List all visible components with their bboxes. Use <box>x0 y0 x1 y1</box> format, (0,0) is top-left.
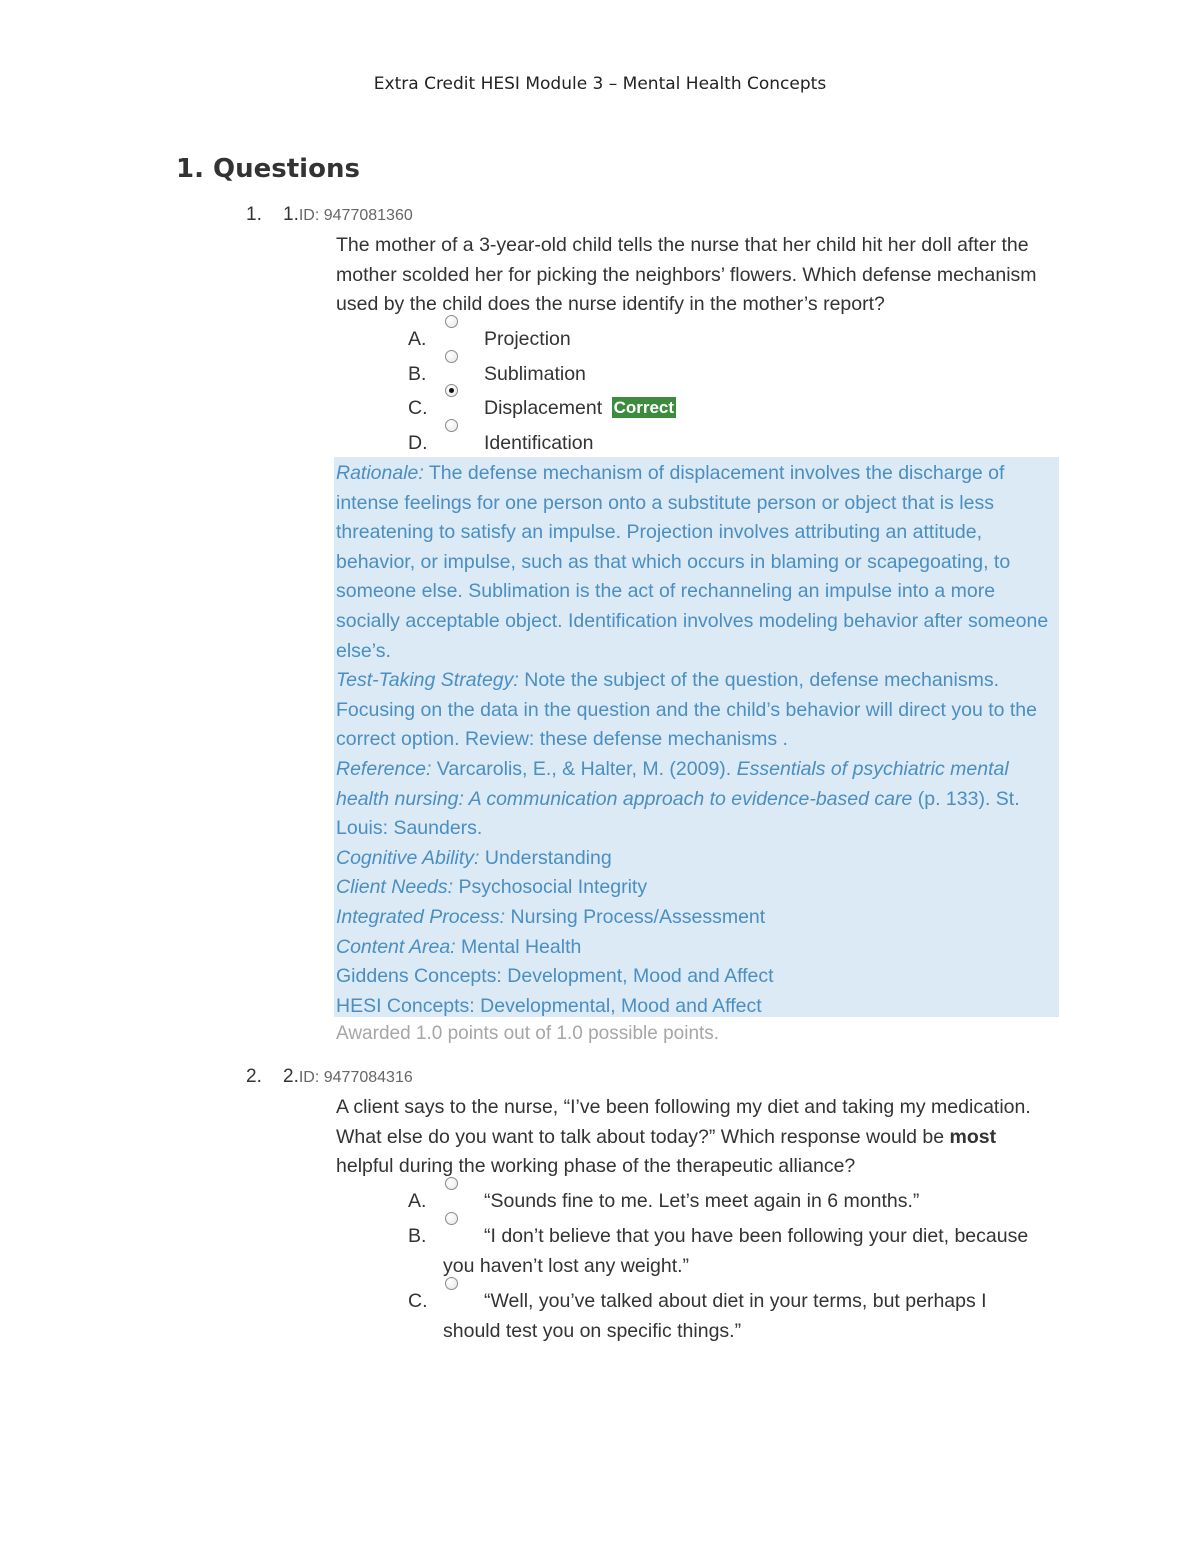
option-letter: C. <box>408 397 428 419</box>
strategy-body: Note the subject of the question, defense mechanisms. Focusing on the data in the question and the child’s behavior will direct you to the correct option. Review: these defense mechanisms . <box>336 669 1038 751</box>
process-value: Nursing Process/Assessment <box>505 905 766 928</box>
question-number: 1. <box>283 204 299 225</box>
option-letter: A. <box>408 1190 427 1212</box>
option-text-continued: should test you on specific things.” <box>443 1319 742 1342</box>
correct-badge: Correct <box>613 398 675 417</box>
option-text: “I don’t believe that you have been following your diet, because <box>484 1225 1029 1247</box>
option-text: “Well, you’ve talked about diet in your terms, but perhaps I <box>484 1290 987 1312</box>
radio-button[interactable] <box>445 1212 458 1225</box>
needs-label: Client Needs: <box>336 876 454 899</box>
question-list-number: 2. <box>246 1066 262 1087</box>
option-text-continued: you haven’t lost any weight.” <box>443 1254 690 1277</box>
cognitive-label: Cognitive Ability: <box>336 846 480 869</box>
question-number: 2. <box>283 1066 299 1087</box>
question-text-end: helpful during the working phase of the therapeutic alliance? <box>336 1155 856 1178</box>
cognitive-value: Understanding <box>479 846 612 869</box>
radio-button[interactable] <box>445 350 458 363</box>
question-list-number: 1. <box>246 204 262 225</box>
option-letter: D. <box>408 432 428 454</box>
question-header <box>283 204 413 226</box>
content-value: Mental Health <box>455 935 582 958</box>
section-title: 1. Questions <box>176 154 360 184</box>
question-text <box>336 1093 1051 1182</box>
reference-authors: Varcarolis, E., & Halter, M. (2009). <box>431 757 737 780</box>
giddens-concepts: Giddens Concepts: Development, Mood and Affect <box>336 965 774 988</box>
radio-button[interactable] <box>445 1277 458 1290</box>
document-header: Extra Credit HESI Module 3 – Mental Health Concepts <box>373 74 827 94</box>
option-text: “Sounds fine to me. Let’s meet again in 6 months.” <box>484 1190 920 1212</box>
option-letter: B. <box>408 1225 427 1247</box>
rationale-label: Rationale: <box>336 462 424 484</box>
question-text-start: A client says to the nurse, “I’ve been following my diet and taking my medication. What else do you want to talk about today?” Which response would be <box>336 1096 1031 1148</box>
option-text: Identification <box>484 432 594 454</box>
radio-button[interactable] <box>445 315 458 328</box>
option-letter: C. <box>408 1290 428 1312</box>
question-id-label: ID: <box>298 207 324 224</box>
reference-publisher: (p. 133). St. Louis: Saunders. <box>336 787 1020 840</box>
strategy-label: Test-Taking Strategy: <box>336 669 519 692</box>
question-text-emphasis: most <box>949 1125 997 1148</box>
question-id: 9477081360 <box>323 207 413 224</box>
awarded-points: Awarded 1.0 points out of 1.0 possible points. <box>336 1023 720 1044</box>
reference-label: Reference: <box>336 757 432 780</box>
option-text: Sublimation <box>484 363 586 385</box>
question-id: 9477084316 <box>323 1069 413 1086</box>
content-label: Content Area: <box>336 935 456 958</box>
needs-value: Psychosocial Integrity <box>453 876 648 899</box>
question-text: The mother of a 3-year-old child tells the nurse that her child hit her doll after the mother scolded her for picking the neighbors’ flowers. Which defense mechanism used by the child does the nurse identify in the mother’s report? <box>336 234 1037 316</box>
option-letter: A. <box>408 328 427 350</box>
option-text: Projection <box>484 328 571 350</box>
radio-button[interactable] <box>445 419 458 432</box>
question-header <box>283 1066 413 1088</box>
option-text: Displacement <box>484 397 603 419</box>
question-id-label: ID: <box>298 1069 324 1086</box>
process-label: Integrated Process: <box>336 905 506 928</box>
option-text-wrap <box>484 394 676 424</box>
rationale-body: The defense mechanism of displacement involves the discharge of intense feelings for one person onto a substitute person or object that is less threatening to satisfy an impulse. Projection involves attributing an attitude, behavior, or impulse, such as that which occurs in blaming or scapegoating, to someone else. Sublimation is the act of rechanneling an impulse into a more socially acceptable object. Identification involves modeling behavior after someone else’s. <box>336 462 1049 662</box>
option-letter: B. <box>408 363 427 385</box>
rationale-text <box>336 459 1064 1021</box>
reference-title: Essentials of psychiatric mental health nursing: A communication approach to evidence-based care <box>336 757 1009 810</box>
hesi-concepts: HESI Concepts: Developmental, Mood and Affect <box>336 994 762 1017</box>
radio-button-selected[interactable] <box>445 384 458 397</box>
radio-button[interactable] <box>445 1177 458 1190</box>
